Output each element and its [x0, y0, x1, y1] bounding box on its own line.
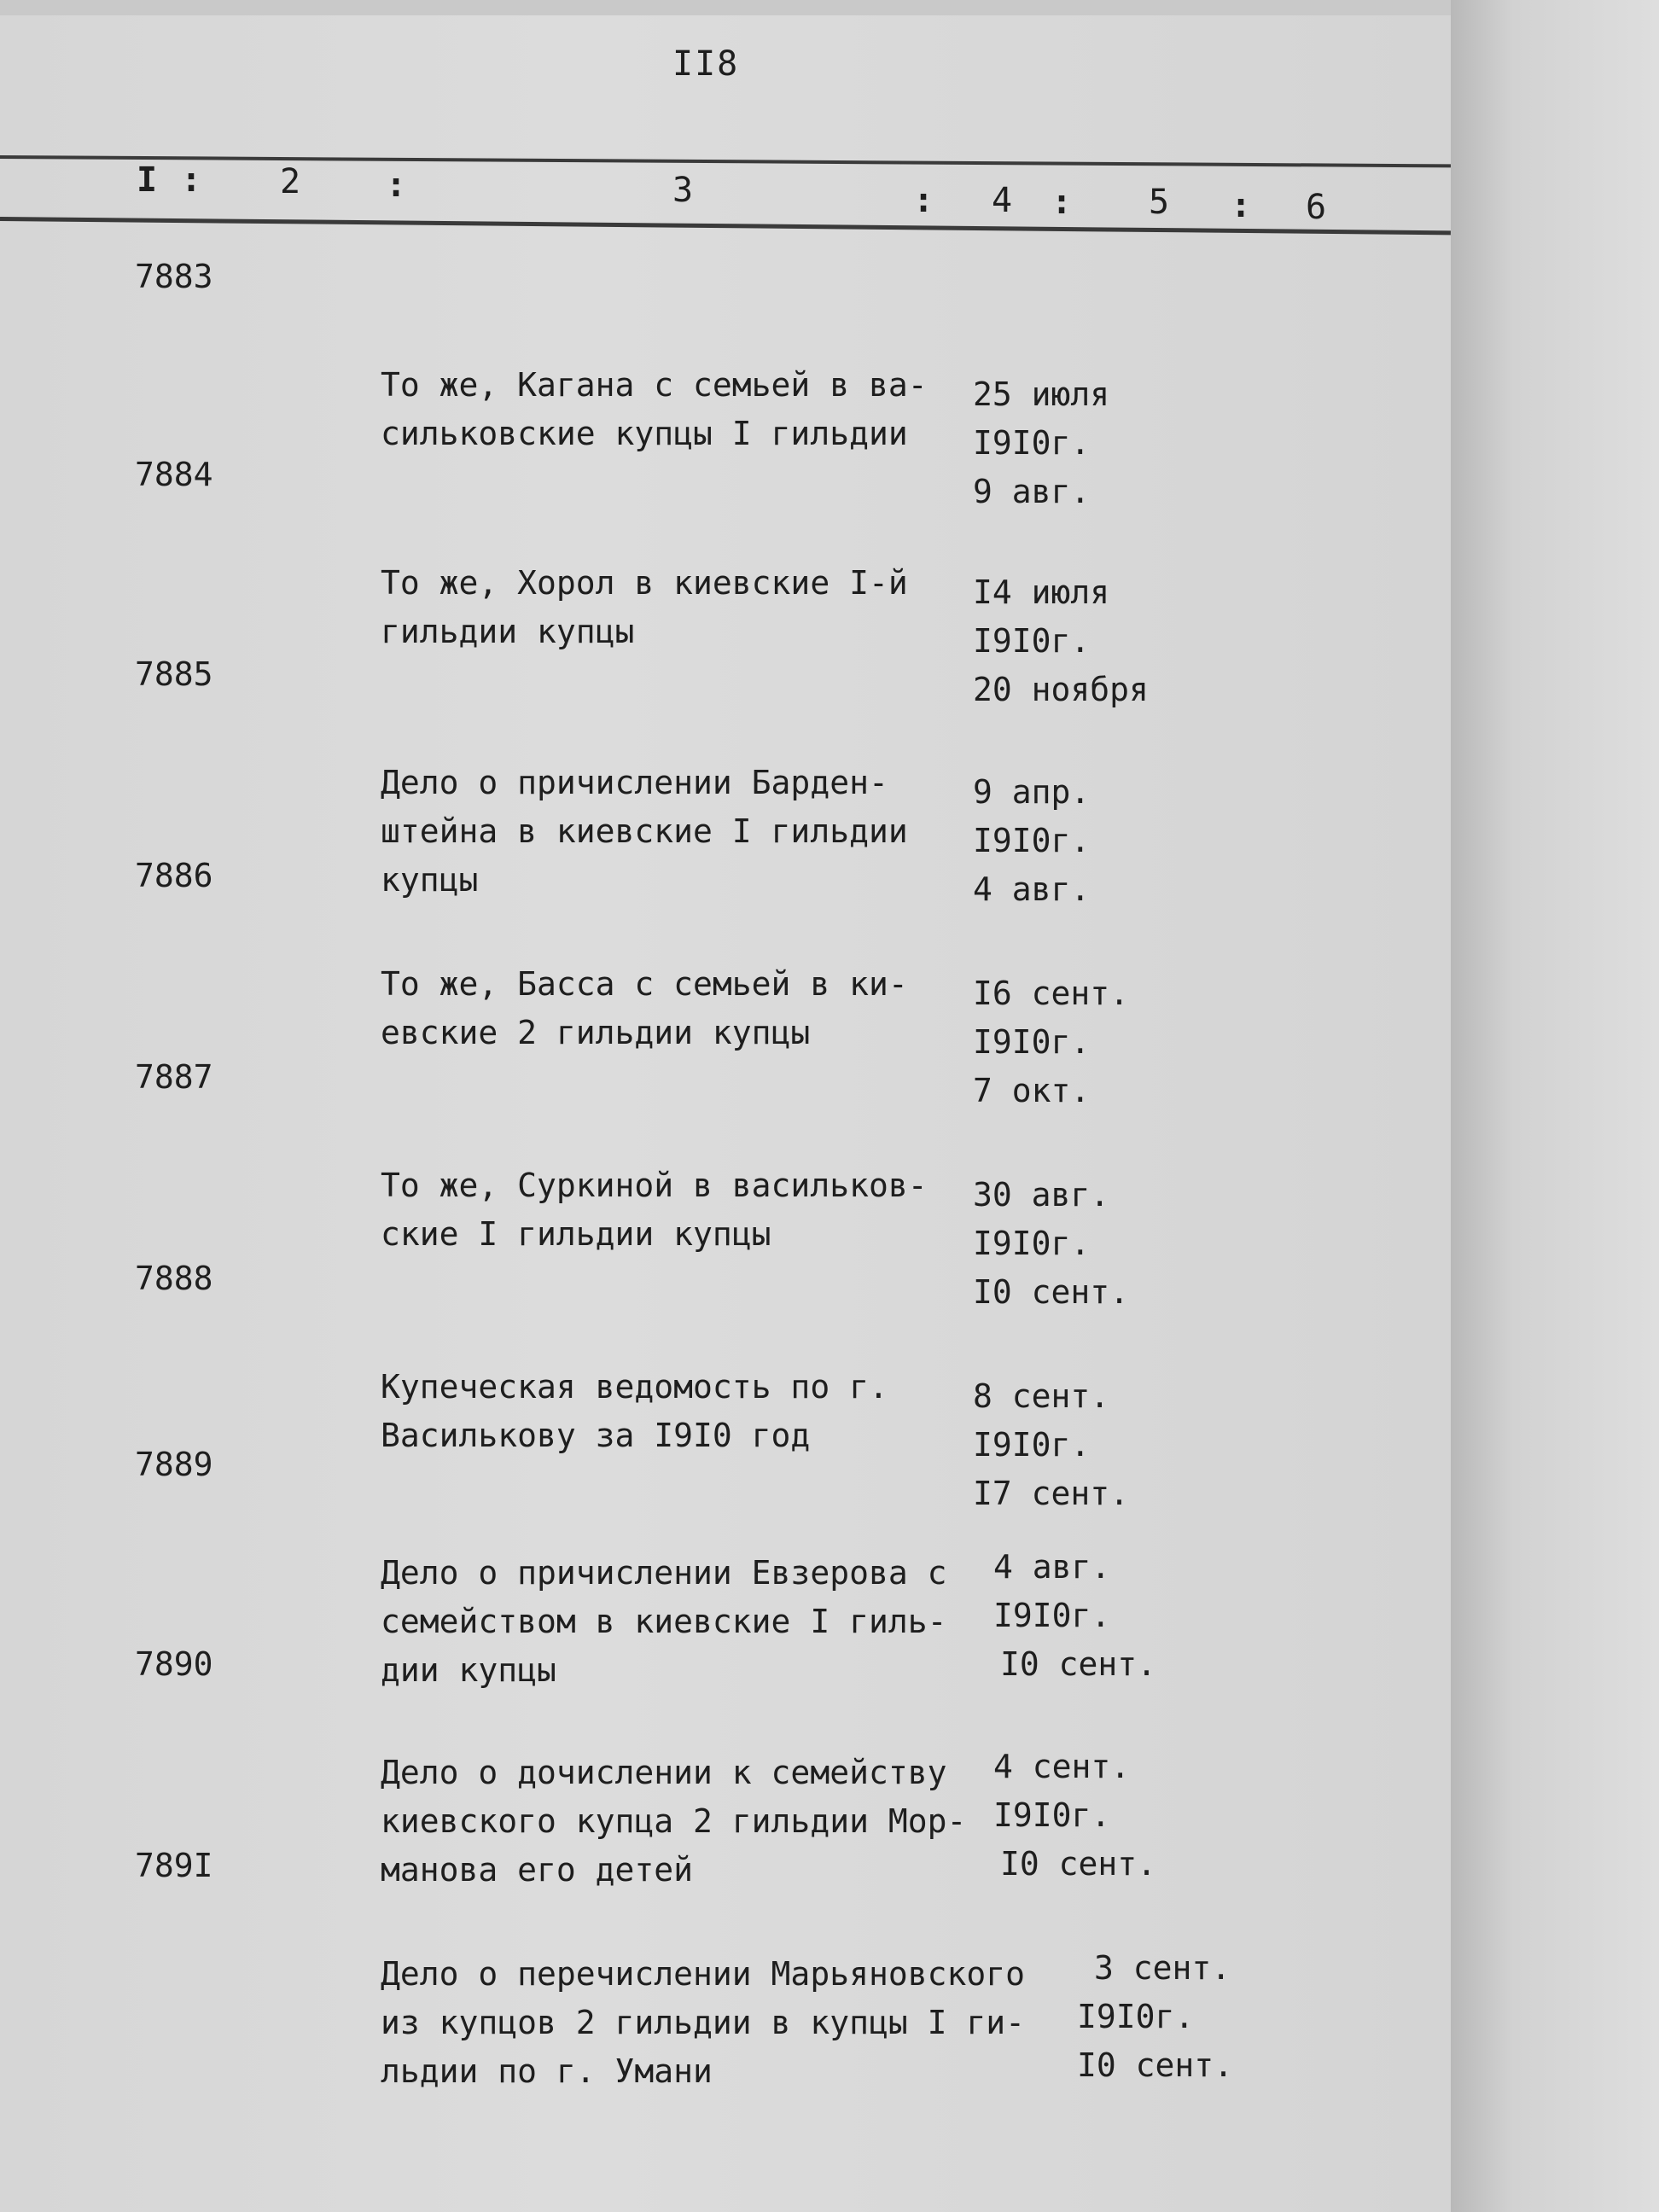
column-header-4: 4 — [992, 181, 1013, 220]
entry-number: 7887 — [135, 1058, 213, 1096]
page-binding-edge — [1451, 0, 1659, 2212]
entry-dates: 4 авг. I9I0г. I0 сент. — [993, 1548, 1157, 1683]
entry-dates: 25 июля I9I0г. 9 авг. — [973, 375, 1110, 510]
entry-dates: 4 сент. I9I0г. I0 сент. — [993, 1748, 1157, 1883]
column-header-3: 3 — [672, 171, 694, 210]
column-separator: : — [913, 181, 934, 220]
entry-description: То же, Суркиной в васильков- ские I гильдии купцы — [381, 1167, 928, 1253]
entry-number: 7885 — [135, 655, 213, 693]
entry-dates: I6 сент. I9I0г. 7 окт. — [973, 975, 1130, 1109]
column-separator: : — [1051, 183, 1073, 222]
entry-description: Купеческая ведомость по г. Василькову за I9I0 год — [381, 1368, 888, 1454]
inventory-entry — [0, 1847, 1451, 2090]
column-header-6: 6 — [1306, 188, 1327, 227]
entry-number: 789I — [135, 1847, 213, 1884]
entry-description: Дело о причислении Барден- штейна в киевские I гильдии купцы — [381, 764, 908, 899]
entry-description: То же, Хорол в киевские I-й гильдии купцы — [381, 564, 908, 650]
entry-number: 7890 — [135, 1645, 213, 1683]
entry-number: 7889 — [135, 1446, 213, 1483]
entry-description: Дело о перечислении Марьяновского из купцов 2 гильдии в купцы I ги- льдии по г. Умани — [381, 1955, 1025, 2090]
entry-description: То же, Кагана с семьей в ва- сильковские купцы I гильдии — [381, 366, 928, 452]
column-header-5: 5 — [1149, 183, 1170, 222]
entry-description: Дело о причислении Евзерова с семейством в киевские I гиль- дии купцы — [381, 1554, 947, 1689]
entry-number: 7888 — [135, 1260, 213, 1297]
column-header-1: I — [137, 160, 158, 200]
entry-number: 7886 — [135, 857, 213, 894]
entry-dates: 3 сент. I9I0г. I0 сент. — [1077, 1949, 1234, 2084]
entry-dates: I4 июля I9I0г. 20 ноября — [973, 573, 1149, 708]
column-separator: : — [386, 166, 407, 205]
entry-number: 7883 — [135, 258, 213, 295]
entry-dates: 8 сент. I9I0г. I7 сент. — [973, 1377, 1130, 1512]
entry-dates: 9 апр. I9I0г. 4 авг. — [973, 773, 1091, 908]
column-separator: : — [181, 160, 202, 200]
column-header-2: 2 — [280, 162, 301, 201]
entry-dates: 30 авг. I9I0г. I0 сент. — [973, 1176, 1130, 1311]
entry-description: То же, Басса с семьей в ки- евские 2 гильдии купцы — [381, 965, 908, 1051]
column-separator: : — [1231, 186, 1252, 225]
page-number: II8 — [672, 44, 740, 84]
entry-description: Дело о дочислении к семейству киевского купца 2 гильдии Мор- манова его детей — [381, 1754, 967, 1889]
entry-number: 7884 — [135, 456, 213, 493]
